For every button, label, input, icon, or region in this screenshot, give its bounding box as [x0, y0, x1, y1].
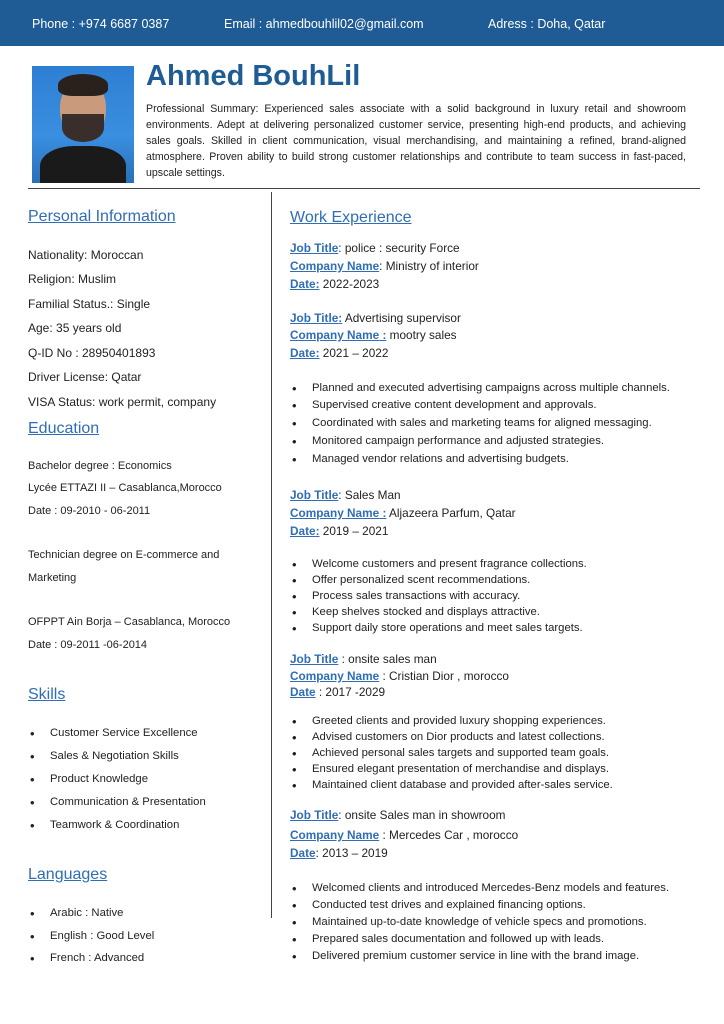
job-title-line — [290, 808, 506, 822]
photo-beard-shape — [62, 114, 104, 142]
education-line: OFPPT Ain Borja – Casablanca, Morocco — [28, 616, 231, 628]
job-bullet: • Welcome customers and present fragrance collections. — [312, 558, 587, 570]
date-value: : 2013 – 2019 — [315, 846, 388, 860]
company-line — [290, 259, 479, 273]
company-label: Company Name — [290, 669, 380, 683]
languages-heading: Languages — [28, 866, 108, 883]
job-bullet: • Coordinated with sales and marketing teams for aligned messaging. — [312, 417, 652, 429]
skill-item: • Product Knowledge — [50, 773, 148, 785]
job-title-label: Job Title — [290, 241, 339, 255]
job-title-line — [290, 241, 460, 255]
date-value: 2022-2023 — [319, 277, 380, 291]
education-heading: Education — [28, 420, 100, 437]
date-label: Date — [290, 846, 316, 860]
personal-info-heading: Personal Information — [28, 208, 176, 225]
date-line: Date: 2021 – 2022 — [290, 346, 389, 360]
job-title-label: Job Title — [290, 808, 339, 822]
date-label: Date — [290, 277, 316, 291]
company-label: Company Name — [290, 828, 380, 842]
job-bullet: • Managed vendor relations and advertising budgets. — [312, 453, 569, 465]
job-bullet: • Prepared sales documentation and followed up with leads. — [312, 933, 604, 945]
header-divider — [28, 188, 700, 189]
job-bullet: • Maintained up-to-date knowledge of vehicle specs and promotions. — [312, 916, 647, 928]
job-title-label: Job Title — [290, 652, 339, 666]
contact-email: Email : ahmedbouhlil02@gmail.com — [224, 17, 424, 31]
job-bullet: • Maintained client database and provided after-sales service. — [312, 779, 613, 791]
job-title-value: : onsite Sales man in showroom — [338, 808, 506, 822]
job-title-line — [290, 488, 401, 502]
skill-item: • Customer Service Excellence — [50, 727, 198, 739]
skill-item: • Sales & Negotiation Skills — [50, 750, 179, 762]
language-item: • English : Good Level — [50, 930, 154, 942]
skill-item: • Teamwork & Coordination — [50, 819, 179, 831]
personal-item: Religion: Muslim — [28, 272, 117, 286]
job-title-line — [290, 652, 437, 666]
personal-item: Familial Status.: Single — [28, 297, 151, 311]
job-title-value: : onsite sales man — [338, 652, 437, 666]
date-label: Date — [290, 346, 316, 360]
date-line — [290, 685, 385, 699]
date-line: Date: 2022-2023 — [290, 277, 380, 291]
date-label: Date — [290, 685, 316, 699]
date-value: : 2017 -2029 — [315, 685, 386, 699]
education-line: Technician degree on E-commerce and — [28, 549, 220, 561]
company-line: Company Name : Aljazeera Parfum, Qatar — [290, 506, 516, 520]
date-line — [290, 846, 388, 860]
language-item: • French : Advanced — [50, 952, 144, 964]
job-bullet: • Supervised creative content development and approvals. — [312, 399, 596, 411]
photo-hair-shape — [58, 74, 108, 96]
skills-heading: Skills — [28, 686, 66, 703]
date-value: 2021 – 2022 — [319, 346, 389, 360]
candidate-name: Ahmed BouhLil — [146, 60, 361, 92]
profile-photo — [32, 66, 134, 183]
job-bullet: • Support daily store operations and meet sales targets. — [312, 622, 583, 634]
company-label: Company Name — [290, 259, 380, 273]
company-label: Company Name — [290, 328, 380, 342]
education-line: Lycée ETTAZI II – Casablanca,Morocco — [28, 482, 222, 494]
work-experience-heading: Work Experience — [290, 209, 412, 226]
company-value: mootry sales — [386, 328, 457, 342]
company-line: Company Name : mootry sales — [290, 328, 457, 342]
date-line: Date: 2019 – 2021 — [290, 524, 389, 538]
company-value: : Ministry of interior — [379, 259, 479, 273]
job-bullet: • Advised customers on Dior products and latest collections. — [312, 731, 605, 743]
job-bullet: • Achieved personal sales targets and supported team goals. — [312, 747, 609, 759]
job-title-line: Job Title: Advertising supervisor — [290, 311, 461, 325]
column-divider — [271, 192, 272, 918]
company-value: : Mercedes Car , morocco — [379, 828, 519, 842]
job-bullet: • Keep shelves stocked and displays attractive. — [312, 606, 540, 618]
job-title-value: Advertising supervisor — [342, 311, 461, 325]
job-title-label: Job Title — [290, 311, 339, 325]
photo-body-shape — [40, 146, 126, 183]
personal-item: Nationality: Moroccan — [28, 248, 144, 262]
personal-item: Q-ID No : 28950401893 — [28, 346, 156, 360]
job-title-value: : police : security Force — [338, 241, 460, 255]
education-line: Date : 09-2010 - 06-2011 — [28, 505, 151, 517]
job-bullet: • Delivered premium customer service in line with the brand image. — [312, 950, 639, 962]
job-bullet: • Conducted test drives and explained financing options. — [312, 899, 586, 911]
language-item: • Arabic : Native — [50, 907, 123, 919]
skill-item: • Communication & Presentation — [50, 796, 206, 808]
personal-item: Age: 35 years old — [28, 321, 122, 335]
company-label: Company Name — [290, 506, 380, 520]
education-line: Marketing — [28, 572, 77, 584]
job-bullet: • Planned and executed advertising campaigns across multiple channels. — [312, 382, 670, 394]
education-line: Date : 09-2011 -06-2014 — [28, 639, 148, 651]
date-label: Date — [290, 524, 316, 538]
company-line — [290, 669, 509, 683]
professional-summary: Professional Summary: Experienced sales associate with a solid background in luxury retail and showroom environments. Adept at delivering personalized customer service, presenting high-end products, and achieving sales goals. Skilled in client communication, visual merchandising, and maintaining a refined, brand-aligned atmosphere. Proven ability to build strong customer relationships and contribute to team success in fast-paced, upscale settings. — [146, 103, 686, 179]
job-bullet: • Greeted clients and provided luxury shopping experiences. — [312, 715, 606, 727]
company-value: Aljazeera Parfum, Qatar — [386, 506, 516, 520]
job-bullet: • Welcomed clients and introduced Mercedes-Benz models and features. — [312, 882, 669, 894]
job-title-value: : Sales Man — [338, 488, 401, 502]
job-bullet: • Monitored campaign performance and adjusted strategies. — [312, 435, 604, 447]
personal-item: VISA Status: work permit, company — [28, 395, 217, 409]
contact-phone: Phone : +974 6687 0387 — [32, 17, 170, 31]
contact-bar — [0, 0, 724, 46]
job-title-label: Job Title — [290, 488, 339, 502]
date-value: 2019 – 2021 — [319, 524, 389, 538]
job-bullet: • Ensured elegant presentation of merchandise and displays. — [312, 763, 609, 775]
job-bullet: • Offer personalized scent recommendations. — [312, 574, 530, 586]
education-line: Bachelor degree : Economics — [28, 460, 172, 472]
contact-address: Adress : Doha, Qatar — [488, 17, 606, 31]
company-line — [290, 828, 518, 842]
job-bullet: • Process sales transactions with accuracy. — [312, 590, 520, 602]
company-value: : Cristian Dior , morocco — [379, 669, 509, 683]
personal-item: Driver License: Qatar — [28, 370, 142, 384]
